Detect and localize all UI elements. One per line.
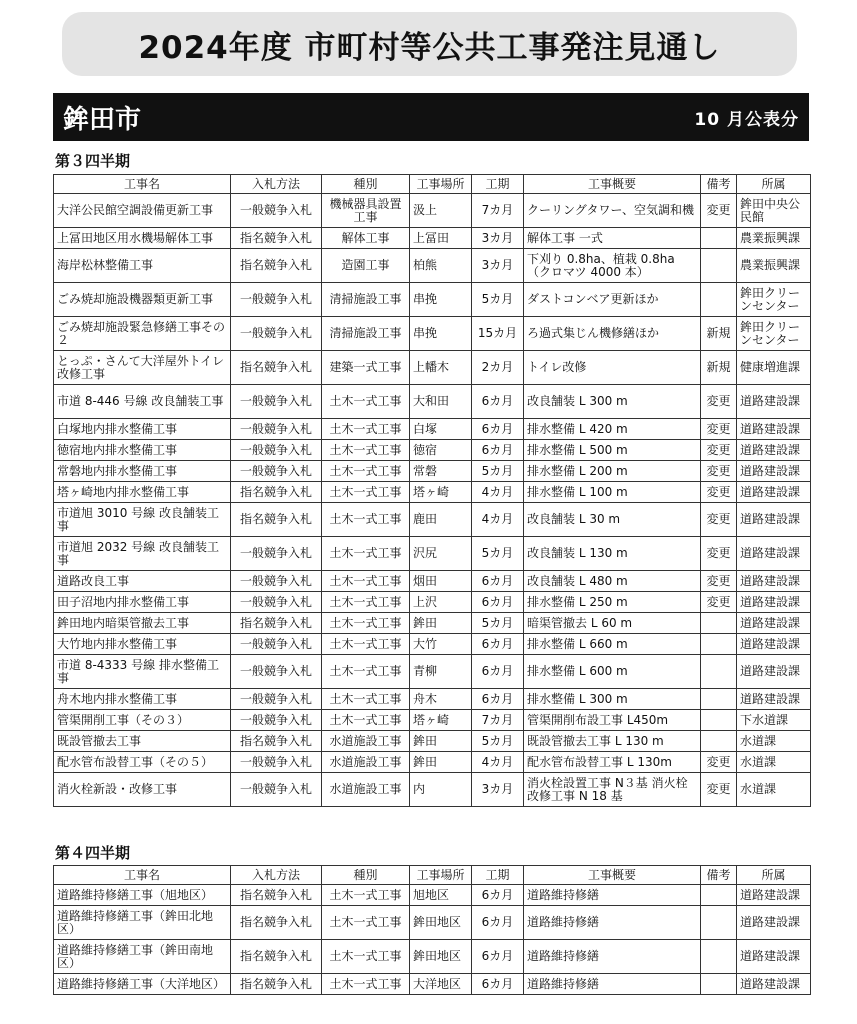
cell-project-name: 道路維持修繕工事（旭地区） [54,885,231,906]
release-label: 10 月公表分 [694,109,799,130]
cell-project-name: 道路維持修繕工事（大洋地区） [54,974,231,995]
column-header-project-name: 工事名 [54,866,231,885]
cell-bid-method: 指名競争入札 [231,613,322,634]
cell-remarks: 変更 [701,537,737,571]
cell-bid-method: 一般競争入札 [231,440,322,461]
cell-project-name: とっぷ・さんて大洋屋外トイレ改修工事 [54,351,231,385]
cell-duration: 3カ月 [472,249,524,283]
cell-department: 道路建設課 [737,419,811,440]
cell-duration: 4カ月 [472,482,524,503]
cell-summary: 暗渠管撤去 L 60 m [524,613,701,634]
cell-work-type: 土木一式工事 [322,634,410,655]
column-header-bid-method: 入札方法 [231,866,322,885]
cell-project-name: 市道旭 3010 号線 改良舗装工事 [54,503,231,537]
cell-bid-method: 一般競争入札 [231,773,322,807]
cell-department: 道路建設課 [737,613,811,634]
cell-remarks: 変更 [701,440,737,461]
table-row [54,249,811,283]
cell-department: 道路建設課 [737,482,811,503]
cell-department: 健康増進課 [737,351,811,385]
cell-location: 鉾田 [410,613,472,634]
cell-bid-method: 一般競争入札 [231,419,322,440]
cell-remarks [701,655,737,689]
q4-table [53,865,811,995]
cell-project-name: 白塚地内排水整備工事 [54,419,231,440]
cell-duration: 5カ月 [472,283,524,317]
cell-summary: 下刈り 0.8ha、植栽 0.8ha（クロマツ 4000 本） [524,249,701,283]
column-header-summary: 工事概要 [524,866,701,885]
cell-department: 道路建設課 [737,655,811,689]
cell-work-type: 土木一式工事 [322,592,410,613]
cell-remarks: 変更 [701,419,737,440]
cell-summary: ろ過式集じん機修繕ほか [524,317,701,351]
cell-project-name: 鉾田地内暗渠管撤去工事 [54,613,231,634]
cell-summary: 排水整備 L 250 m [524,592,701,613]
cell-remarks [701,249,737,283]
cell-duration: 6カ月 [472,906,524,940]
cell-location: 上幡木 [410,351,472,385]
table-row [54,613,811,634]
cell-work-type: 土木一式工事 [322,655,410,689]
table-row [54,710,811,731]
cell-remarks [701,974,737,995]
cell-work-type: 土木一式工事 [322,710,410,731]
table-row [54,194,811,228]
cell-duration: 4カ月 [472,752,524,773]
cell-summary: 既設管撤去工事 L 130 m [524,731,701,752]
cell-summary: 改良舗装 L 130 m [524,537,701,571]
cell-project-name: 大竹地内排水整備工事 [54,634,231,655]
cell-duration: 6カ月 [472,974,524,995]
cell-duration: 6カ月 [472,440,524,461]
cell-work-type: 土木一式工事 [322,906,410,940]
cell-remarks: 変更 [701,571,737,592]
cell-bid-method: 一般競争入札 [231,317,322,351]
cell-project-name: 市道旭 2032 号線 改良舗装工事 [54,537,231,571]
cell-bid-method: 指名競争入札 [231,974,322,995]
cell-work-type: 水道施設工事 [322,731,410,752]
cell-department: 下水道課 [737,710,811,731]
table-row [54,317,811,351]
table-row [54,634,811,655]
cell-remarks [701,283,737,317]
cell-remarks: 変更 [701,482,737,503]
cell-summary: 排水整備 L 100 m [524,482,701,503]
cell-project-name: 大洋公民館空調設備更新工事 [54,194,231,228]
cell-bid-method: 指名競争入札 [231,351,322,385]
cell-duration: 6カ月 [472,385,524,419]
cell-department: 道路建設課 [737,689,811,710]
cell-bid-method: 一般競争入札 [231,655,322,689]
cell-project-name: 田子沼地内排水整備工事 [54,592,231,613]
cell-location: 沢尻 [410,537,472,571]
cell-location: 鹿田 [410,503,472,537]
cell-location: 白塚 [410,419,472,440]
cell-bid-method: 指名競争入札 [231,503,322,537]
cell-location: 旭地区 [410,885,472,906]
cell-department: 水道課 [737,731,811,752]
cell-department: 鉾田クリーンセンター [737,317,811,351]
cell-duration: 15カ月 [472,317,524,351]
cell-department: 道路建設課 [737,503,811,537]
cell-remarks: 新規 [701,317,737,351]
cell-duration: 6カ月 [472,571,524,592]
cell-location: 常磐 [410,461,472,482]
cell-location: 内 [410,773,472,807]
column-header-department: 所属 [737,866,811,885]
cell-remarks: 変更 [701,385,737,419]
city-header-bar [53,93,809,141]
column-header-duration: 工期 [472,866,524,885]
column-header-work-type: 種別 [322,175,410,194]
cell-department: 道路建設課 [737,940,811,974]
cell-duration: 7カ月 [472,710,524,731]
cell-location: 串挽 [410,283,472,317]
cell-remarks: 変更 [701,503,737,537]
cell-duration: 6カ月 [472,592,524,613]
cell-remarks: 変更 [701,194,737,228]
column-header-work-type: 種別 [322,866,410,885]
cell-bid-method: 指名競争入札 [231,228,322,249]
table-row [54,571,811,592]
cell-summary: 改良舗装 L 300 m [524,385,701,419]
page-title: 2024年度 市町村等公共工事発注見通し [62,12,797,76]
quarter-4-label: 第４四半期 [55,844,131,862]
cell-work-type: 土木一式工事 [322,503,410,537]
cell-project-name: 配水管布設替工事（その５） [54,752,231,773]
cell-project-name: 管渠開削工事（その３） [54,710,231,731]
table-row [54,752,811,773]
cell-bid-method: 指名競争入札 [231,731,322,752]
cell-summary: 道路維持修繕 [524,974,701,995]
column-header-remarks: 備考 [701,866,737,885]
cell-project-name: 常磐地内排水整備工事 [54,461,231,482]
cell-remarks [701,940,737,974]
table-row [54,385,811,419]
cell-summary: クーリングタワー、空気調和機 [524,194,701,228]
cell-location: 塔ヶ崎 [410,710,472,731]
cell-bid-method: 一般競争入札 [231,537,322,571]
cell-work-type: 造園工事 [322,249,410,283]
cell-duration: 4カ月 [472,503,524,537]
cell-department: 道路建設課 [737,440,811,461]
cell-duration: 6カ月 [472,940,524,974]
cell-location: 徳宿 [410,440,472,461]
table-row [54,537,811,571]
column-header-duration: 工期 [472,175,524,194]
cell-project-name: 海岸松林整備工事 [54,249,231,283]
cell-work-type: 土木一式工事 [322,571,410,592]
cell-bid-method: 一般競争入札 [231,461,322,482]
cell-project-name: ごみ焼却施設機器類更新工事 [54,283,231,317]
cell-summary: 道路維持修繕 [524,906,701,940]
cell-department: 道路建設課 [737,571,811,592]
cell-department: 農業振興課 [737,228,811,249]
cell-work-type: 土木一式工事 [322,974,410,995]
cell-summary: 改良舗装 L 480 m [524,571,701,592]
cell-project-name: 既設管撤去工事 [54,731,231,752]
cell-summary: 排水整備 L 420 m [524,419,701,440]
cell-work-type: 清掃施設工事 [322,283,410,317]
cell-department: 道路建設課 [737,592,811,613]
cell-location: 舟木 [410,689,472,710]
cell-duration: 6カ月 [472,885,524,906]
cell-duration: 3カ月 [472,228,524,249]
cell-summary: 配水管布設替工事 L 130m [524,752,701,773]
cell-bid-method: 指名競争入札 [231,482,322,503]
cell-bid-method: 指名競争入札 [231,249,322,283]
cell-work-type: 水道施設工事 [322,773,410,807]
cell-duration: 5カ月 [472,613,524,634]
table-row [54,482,811,503]
cell-remarks [701,634,737,655]
quarter-3-label: 第３四半期 [55,152,131,170]
q3-table [53,174,811,807]
cell-remarks [701,228,737,249]
cell-department: 道路建設課 [737,634,811,655]
table-row [54,440,811,461]
cell-work-type: 解体工事 [322,228,410,249]
table-row [54,885,811,906]
cell-remarks [701,613,737,634]
table-row [54,773,811,807]
cell-work-type: 土木一式工事 [322,537,410,571]
cell-work-type: 清掃施設工事 [322,317,410,351]
cell-project-name: 塔ヶ崎地内排水整備工事 [54,482,231,503]
cell-location: 大洋地区 [410,974,472,995]
cell-location: 汲上 [410,194,472,228]
cell-project-name: 徳宿地内排水整備工事 [54,440,231,461]
cell-summary: 排水整備 L 600 m [524,655,701,689]
cell-summary: 消火栓設置工事 N３基 消火栓改修工事 N 18 基 [524,773,701,807]
cell-project-name: ごみ焼却施設緊急修繕工事その２ [54,317,231,351]
table-row [54,351,811,385]
cell-work-type: 建築一式工事 [322,351,410,385]
cell-duration: 6カ月 [472,634,524,655]
column-header-bid-method: 入札方法 [231,175,322,194]
cell-summary: 解体工事 一式 [524,228,701,249]
cell-bid-method: 一般競争入札 [231,592,322,613]
column-header-project-name: 工事名 [54,175,231,194]
column-header-remarks: 備考 [701,175,737,194]
column-header-location: 工事場所 [410,175,472,194]
table-row [54,906,811,940]
cell-department: 道路建設課 [737,461,811,482]
cell-project-name: 市道 8-4333 号線 排水整備工事 [54,655,231,689]
cell-remarks [701,731,737,752]
cell-department: 鉾田中央公民館 [737,194,811,228]
table-row [54,592,811,613]
cell-bid-method: 一般競争入札 [231,752,322,773]
cell-duration: 6カ月 [472,419,524,440]
cell-summary: 排水整備 L 200 m [524,461,701,482]
cell-duration: 6カ月 [472,655,524,689]
cell-project-name: 道路維持修繕工事（鉾田北地区） [54,906,231,940]
cell-work-type: 土木一式工事 [322,482,410,503]
cell-bid-method: 一般競争入札 [231,571,322,592]
city-name: 鉾田市 [63,104,142,135]
column-header-summary: 工事概要 [524,175,701,194]
cell-location: 鉾田 [410,752,472,773]
cell-work-type: 土木一式工事 [322,385,410,419]
cell-summary: トイレ改修 [524,351,701,385]
cell-remarks: 変更 [701,592,737,613]
column-header-department: 所属 [737,175,811,194]
cell-duration: 7カ月 [472,194,524,228]
cell-bid-method: 指名競争入札 [231,940,322,974]
cell-location: 青柳 [410,655,472,689]
cell-remarks: 変更 [701,752,737,773]
cell-summary: 改良舗装 L 30 m [524,503,701,537]
column-header-location: 工事場所 [410,866,472,885]
cell-summary: 排水整備 L 500 m [524,440,701,461]
cell-remarks [701,885,737,906]
cell-summary: 道路維持修繕 [524,885,701,906]
cell-bid-method: 一般競争入札 [231,194,322,228]
cell-work-type: 土木一式工事 [322,440,410,461]
table-row [54,503,811,537]
cell-remarks [701,710,737,731]
q4-header-row [54,866,811,885]
cell-location: 上冨田 [410,228,472,249]
cell-department: 道路建設課 [737,885,811,906]
cell-work-type: 土木一式工事 [322,885,410,906]
cell-project-name: 市道 8-446 号線 改良舗装工事 [54,385,231,419]
cell-location: 烟田 [410,571,472,592]
cell-remarks: 変更 [701,461,737,482]
cell-work-type: 水道施設工事 [322,752,410,773]
table-row [54,974,811,995]
cell-project-name: 道路改良工事 [54,571,231,592]
cell-work-type: 土木一式工事 [322,613,410,634]
cell-bid-method: 一般競争入札 [231,710,322,731]
cell-location: 上沢 [410,592,472,613]
cell-location: 大和田 [410,385,472,419]
q3-header-row [54,175,811,194]
cell-summary: 排水整備 L 300 m [524,689,701,710]
cell-summary: 管渠開削布設工事 L450m [524,710,701,731]
cell-duration: 5カ月 [472,537,524,571]
cell-remarks: 変更 [701,773,737,807]
cell-department: 道路建設課 [737,385,811,419]
cell-department: 鉾田クリーンセンター [737,283,811,317]
cell-department: 農業振興課 [737,249,811,283]
cell-remarks: 新規 [701,351,737,385]
cell-work-type: 土木一式工事 [322,461,410,482]
cell-duration: 3カ月 [472,773,524,807]
cell-bid-method: 一般競争入札 [231,385,322,419]
cell-bid-method: 一般競争入札 [231,283,322,317]
cell-remarks [701,689,737,710]
cell-project-name: 消火栓新設・改修工事 [54,773,231,807]
table-row [54,655,811,689]
cell-location: 柏熊 [410,249,472,283]
cell-location: 大竹 [410,634,472,655]
cell-bid-method: 一般競争入札 [231,689,322,710]
cell-bid-method: 一般競争入札 [231,634,322,655]
table-row [54,731,811,752]
cell-project-name: 舟木地内排水整備工事 [54,689,231,710]
cell-department: 道路建設課 [737,974,811,995]
table-row [54,283,811,317]
cell-location: 串挽 [410,317,472,351]
table-row [54,461,811,482]
cell-department: 水道課 [737,773,811,807]
cell-location: 鉾田地区 [410,906,472,940]
cell-summary: ダストコンベア更新ほか [524,283,701,317]
cell-duration: 5カ月 [472,731,524,752]
table-row [54,940,811,974]
cell-summary: 道路維持修繕 [524,940,701,974]
table-row [54,228,811,249]
cell-work-type: 土木一式工事 [322,940,410,974]
cell-duration: 2カ月 [472,351,524,385]
cell-department: 道路建設課 [737,906,811,940]
cell-project-name: 道路維持修繕工事（鉾田南地区） [54,940,231,974]
cell-work-type: 機械器具設置工事 [322,194,410,228]
cell-bid-method: 指名競争入札 [231,885,322,906]
cell-project-name: 上冨田地区用水機場解体工事 [54,228,231,249]
table-row [54,419,811,440]
cell-location: 塔ヶ崎 [410,482,472,503]
cell-department: 水道課 [737,752,811,773]
table-row [54,689,811,710]
cell-location: 鉾田地区 [410,940,472,974]
cell-location: 鉾田 [410,731,472,752]
cell-bid-method: 指名競争入札 [231,906,322,940]
cell-department: 道路建設課 [737,537,811,571]
cell-summary: 排水整備 L 660 m [524,634,701,655]
cell-duration: 6カ月 [472,689,524,710]
cell-work-type: 土木一式工事 [322,419,410,440]
cell-work-type: 土木一式工事 [322,689,410,710]
cell-duration: 5カ月 [472,461,524,482]
cell-remarks [701,906,737,940]
